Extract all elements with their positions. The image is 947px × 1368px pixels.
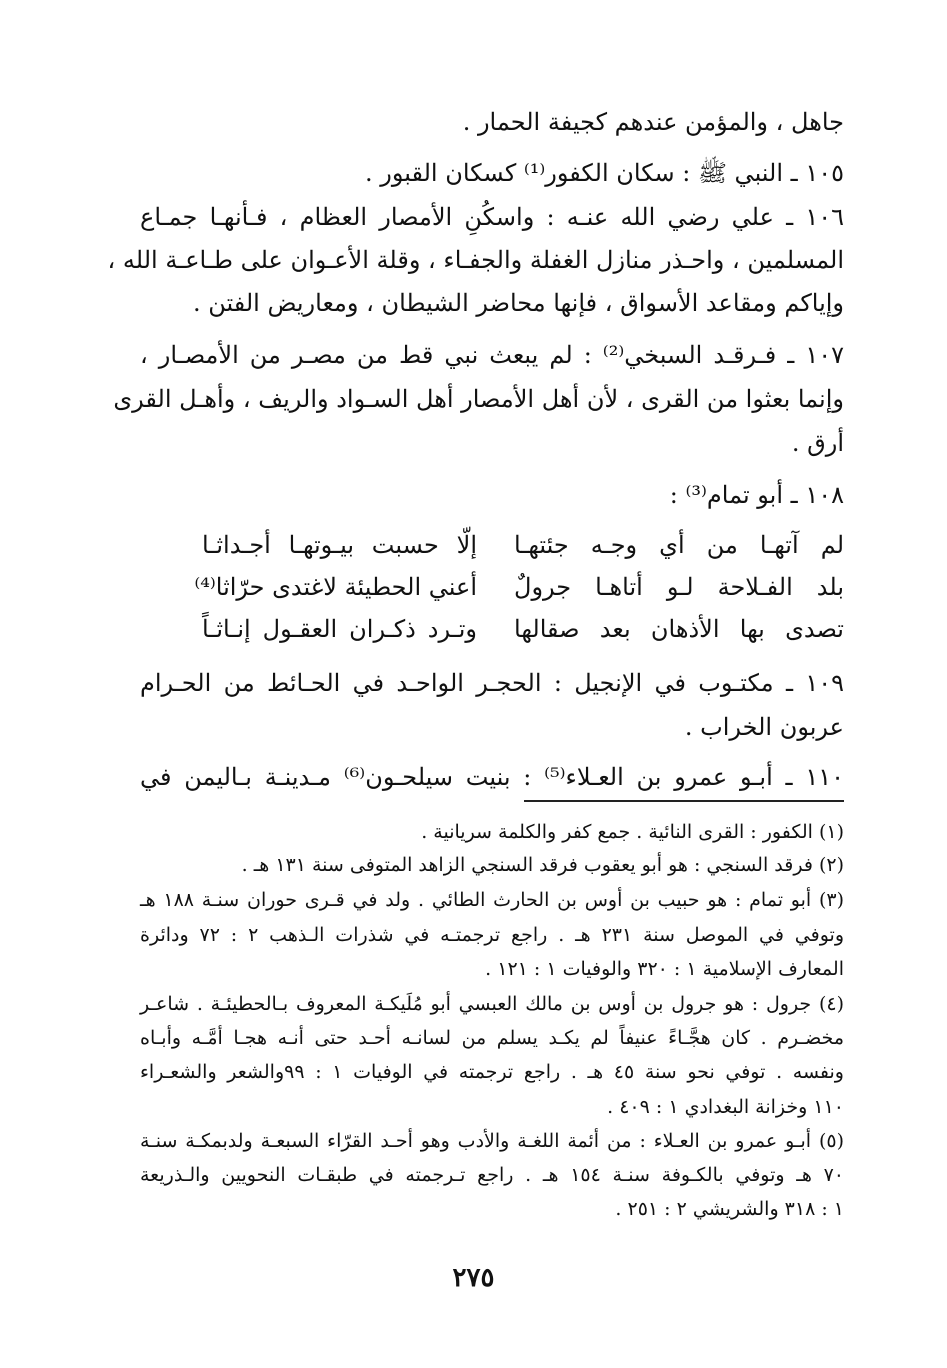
footnote-5: (٥) أبـو عمرو بن العـلاء : من أئمة اللغـة والأدب وهو أحـد القرّاء السبعـة ولدبمكـة سنـة (140, 1130, 844, 1152)
entry-110: ١١٠ ـ أبـو عمرو بن العـلاء⁽⁵⁾ : بنيت سيلحـون⁽⁶⁾ مـدينـة بـاليمن في (140, 763, 844, 791)
body-line: جاهل ، والمؤمن عندهم كجيفة الحمار . (462, 108, 844, 136)
verse-first-half: بلد الفـلاحة لـو أتاهـا جرولٌ (514, 573, 844, 601)
body-line: وإياكم ومقاعد الأسواق ، فإنها محاضر الشيطان ، ومعاريض الفتن . (192, 289, 844, 317)
verse-first-half: لم آتهـا من أي وجـه جئتهـا (514, 531, 844, 559)
page-number: ٢٧٥ (452, 1263, 495, 1293)
footnote-4: (٤) جرول : هو جرول بن أوس بن مالك العبسي أبو مُلَيكـة المعروف بـالحطيئـة . شاعـر (140, 993, 844, 1015)
footnote-divider (524, 800, 844, 802)
footnote-2: (٢) فرقد السنجي : هو أبو يعقوب فرقد السنجي الزاهد المتوفى سنة ١٣١ هـ . (241, 854, 844, 876)
footnote-1: (١) الكفور : القرى النائية . جمع كفر والكلمة سريانية . (421, 821, 844, 843)
verse-second-half: أعني الحطيئة لاغتدى حرّاثا⁽⁴⁾ (194, 573, 477, 601)
footnote-line: وتوفي في الموصل سنة ٢٣١ هـ . راجع ترجمتـه في شذرات الـذهب ٢ : ٧٢ ودائرة (140, 924, 845, 946)
verse-first-half: تصدى بها الأذهان بعد صقالها (514, 615, 844, 643)
footnote-line: ١١٠ وخزانة البغدادي ١ : ٤٠٩ . (607, 1096, 844, 1118)
entry-108: ١٠٨ ـ أبو تمام⁽³⁾ : (669, 481, 844, 509)
entry-109: ١٠٩ ـ مكتـوب في الإنجيل : الحجـر الواحـد في الحـائط من الحـرام (140, 669, 844, 697)
footnote-line: ١ : ٣١٨ والشريشي ٢ : ٢٥١ . (615, 1198, 844, 1220)
body-line: المسلمين ، واحـذر منازل الغفلة والجفـاء ، وقلة الأعـوان على طـاعـة الله ، (107, 246, 844, 274)
body-line: عربون الخراب . (684, 713, 844, 741)
footnote-line: ونفسه . توفي نحو سنة ٤٥ هـ . راجع ترجمته في الوفيات ١ : ٩٩والشعر والشعـراء (140, 1061, 844, 1083)
body-line: وإنما بعثوا من القرى ، لأن أهل الأمصار أهل السـواد والريف ، وأهـل القرى (113, 385, 844, 413)
footnote-line: المعارف الإسلامية ١ : ٣٢٠ والوفيات ١ : ١٢١ . (485, 958, 844, 980)
verse-second-half: إلّا حسبت بيـوتهـا أجـداثـا (202, 531, 477, 559)
entry-107: ١٠٧ ـ فـرقـد السبخي⁽²⁾ : لم يبعث نبي قط من مصـر من الأمصـار ، (140, 341, 844, 369)
footnote-line: مخضـرم . كان هجَّـاءً عنيفاً لم يكـد يسلم من لسانـه أحـد حتى أنـه هجـا أمَّـه وأبـاه (140, 1027, 844, 1049)
body-line: أرق . (791, 429, 844, 457)
entry-105: ١٠٥ ـ النبي ﷺ : سكان الكفور⁽¹⁾ كسكان القبور . (364, 159, 844, 187)
footnote-line: ٧٠ هـ وتوفي بالكـوفة سنـة ١٥٤ هـ . راجع تـرجمته في طبقـات النحويين والـذريعة (140, 1164, 844, 1186)
footnote-3: (٣) أبو تمام : هو حبيب بن أوس بن الحارث الطائي . ولد في قـرى حوران سنـة ١٨٨ هـ (140, 889, 844, 911)
entry-106: ١٠٦ ـ علي رضي الله عنـه : واسكُنِ الأمصار العظام ، فـأنهـا جمـاع (140, 203, 844, 231)
verse-second-half: وتـرد ذكـران العقـول إنـاثـاً (202, 615, 477, 643)
